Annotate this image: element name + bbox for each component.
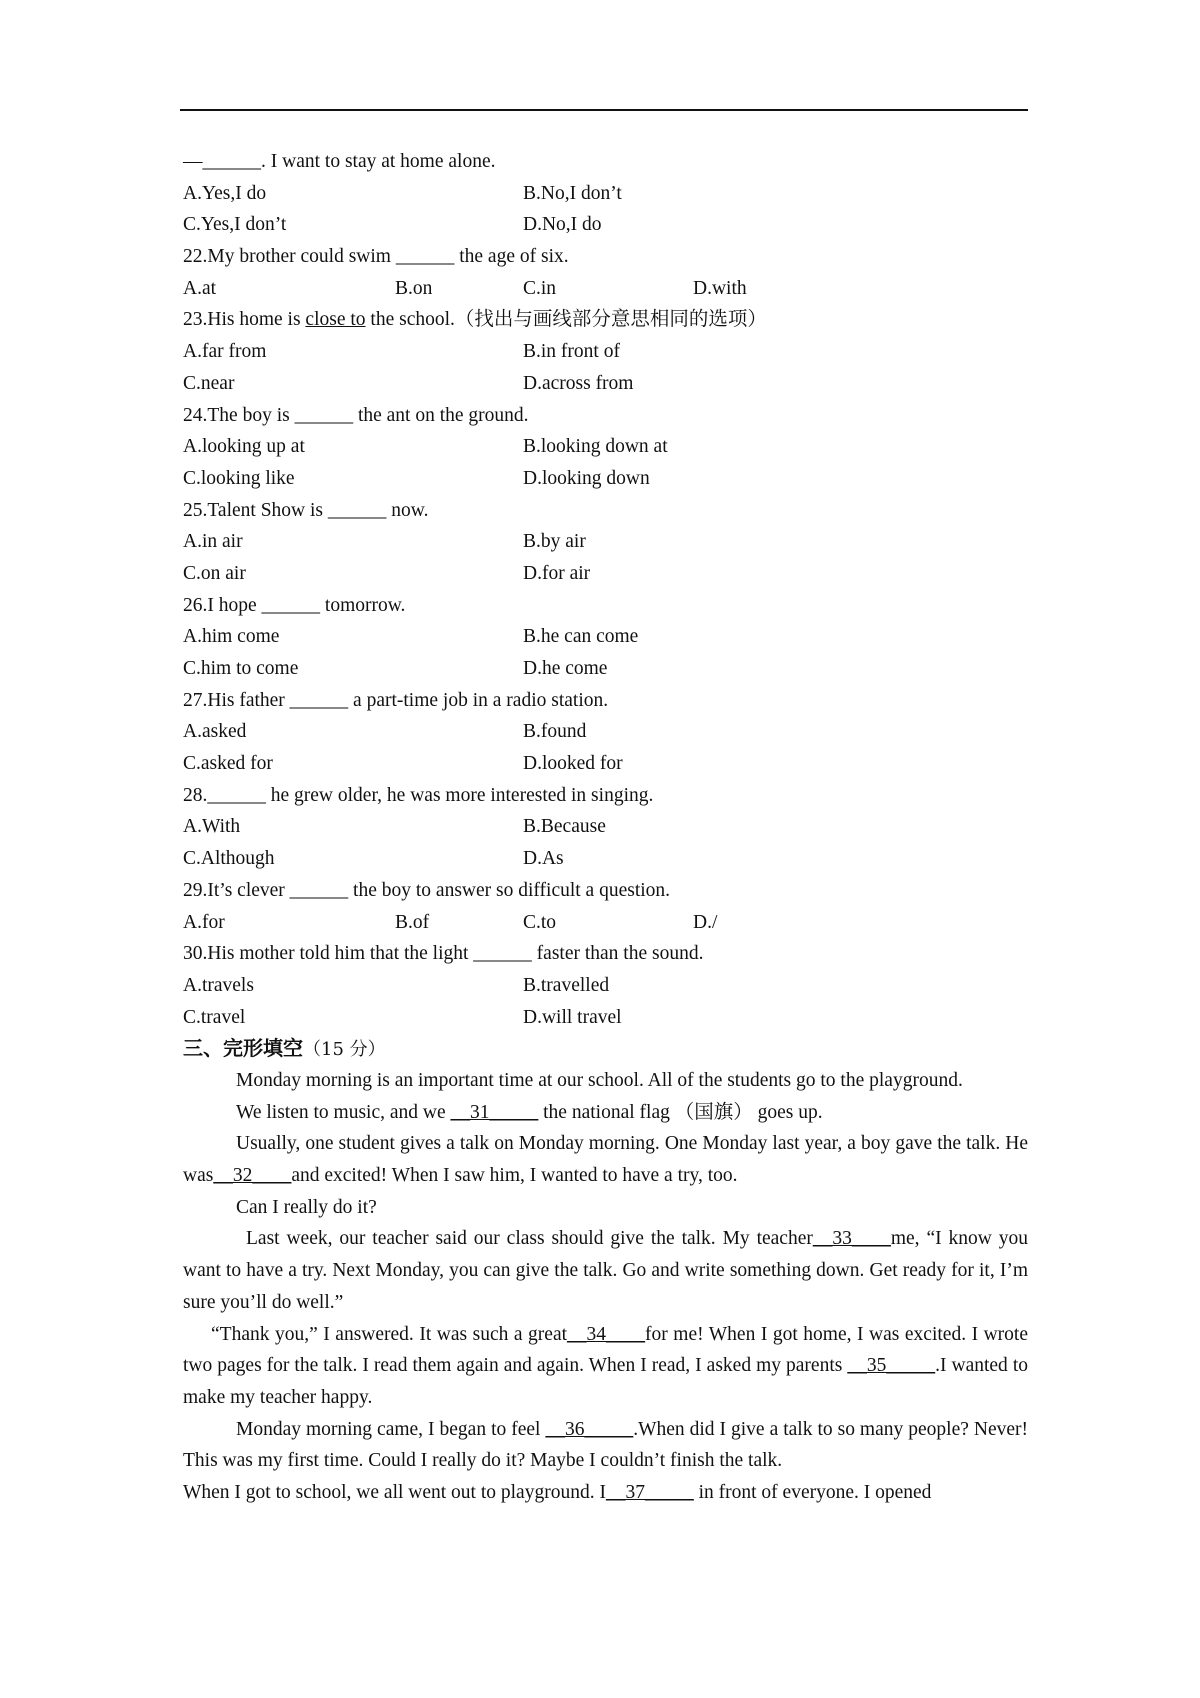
q21-stem: —______. I want to stay at home alone.	[183, 151, 496, 172]
q23-option-a: A.far from	[183, 341, 267, 363]
blank-35: __35_____	[847, 1355, 936, 1377]
cloze-p2-text-a: We listen to music, and we	[236, 1101, 451, 1123]
q26-option-b: B.he can come	[523, 626, 639, 648]
q30-stem: 30.His mother told him that the light ______ faster than the sound.	[183, 943, 704, 965]
exam-content	[183, 146, 1028, 1509]
cloze-paragraph-3	[183, 1128, 1028, 1191]
q23-option-b: B.in front of	[523, 341, 620, 363]
cloze-p6-text-c: .I wanted to make my teacher happy.	[183, 1355, 1028, 1408]
q28-option-a: A.With	[183, 816, 241, 838]
q26-option-c: C.him to come	[183, 658, 299, 679]
cloze-p6-text-b: for me! When I got home, I was excited. I wrote two pages for the talk. I read them again and again. When I read, I asked my parents	[183, 1323, 1028, 1377]
q30-options-row1	[183, 970, 1028, 1002]
q21-options-row2	[183, 209, 1028, 241]
q29-option-c: C.to	[523, 911, 557, 933]
q30-option-d: D.will travel	[523, 1006, 622, 1028]
q30-option-c: C.travel	[183, 1006, 246, 1028]
q25-option-c: C.on air	[183, 562, 246, 584]
header-rule	[180, 109, 1028, 111]
q29-option-a: A.for	[183, 911, 225, 933]
q21-option-b: B.No,I don’t	[523, 182, 622, 204]
cloze-p7-text-a: Monday morning came, I began to feel	[236, 1418, 546, 1440]
q25-stem: 25.Talent Show is ______ now.	[183, 499, 429, 521]
blank-34: __34____	[567, 1323, 646, 1345]
q22-option-a: A.at	[183, 277, 217, 299]
blank-32: __32____	[213, 1165, 292, 1187]
q23-option-d: D.across from	[523, 372, 634, 394]
q28-options-row1	[183, 811, 1028, 843]
cloze-paragraph-7	[183, 1414, 1028, 1477]
cloze-paragraph-1: Monday morning is an important time at our school. All of the students go to the playground.	[236, 1069, 963, 1091]
q30-option-a: A.travels	[183, 974, 254, 996]
cloze-paragraph-4: Can I really do it?	[236, 1196, 377, 1218]
q29-options-row	[183, 907, 1028, 939]
q25-options-row2	[183, 558, 1028, 590]
blank-33: __33____	[812, 1228, 891, 1250]
q23-stem-post: the school.（找出与画线部分意思相同的选项）	[365, 309, 767, 331]
q28-option-d: D.As	[523, 848, 564, 870]
q27-option-a: A.asked	[183, 721, 247, 743]
q23-option-c: C.near	[183, 372, 235, 394]
cloze-p8-text-a: When I got to school, we all went out to playground. I	[183, 1482, 606, 1504]
q24-option-c: C.looking like	[183, 467, 295, 489]
q28-option-b: B.Because	[523, 816, 606, 838]
q28-option-c: C.Although	[183, 848, 275, 870]
section3-heading	[183, 1033, 1028, 1065]
q30-options-row2	[183, 1002, 1028, 1034]
cloze-p3-text-a: Usually, one student gives a talk on Monday morning. One Monday last year, a boy gave the talk. He was	[183, 1133, 1028, 1187]
q25-options-row1	[183, 526, 1028, 558]
cloze-paragraph-8	[183, 1477, 1028, 1509]
q23-stem-pre: 23.His home is	[183, 309, 306, 331]
cloze-paragraph-5	[183, 1223, 1028, 1318]
q26-option-d: D.he come	[523, 658, 608, 679]
blank-36: __36_____	[545, 1418, 634, 1440]
q25-option-a: A.in air	[183, 531, 243, 553]
q26-options-row2	[183, 653, 1028, 685]
q29-option-b: B.of	[395, 911, 430, 933]
q27-option-d: D.looked for	[523, 753, 623, 775]
q21-options-row1	[183, 178, 1028, 210]
cloze-p7-text-b: .When did I give a talk to so many people? Never! This was my first time. Could I really do it? Maybe I couldn’t finish the talk.	[183, 1418, 1028, 1472]
q21-option-d: D.No,I do	[523, 214, 602, 236]
q26-option-a: A.him come	[183, 626, 280, 648]
blank-37: __37_____	[605, 1482, 694, 1504]
cloze-p5-text-b: me, “I know you want to have a try. Next Monday, you can give the talk. Go and write something down. Get ready for it, I’m sure you’ll do well.”	[183, 1228, 1028, 1313]
cloze-p2-text-b: the national flag （国旗） goes up.	[538, 1101, 823, 1123]
q22-stem: 22.My brother could swim ______ the age of six.	[183, 246, 569, 268]
q29-option-d: D./	[693, 911, 718, 933]
q24-option-a: A.looking up at	[183, 436, 305, 458]
q27-option-c: C.asked for	[183, 753, 273, 775]
section3-title: 三、完形填空	[183, 1036, 303, 1061]
q22-option-d: D.with	[693, 277, 747, 299]
q26-stem: 26.I hope ______ tomorrow.	[183, 594, 406, 616]
q22-options-row	[183, 273, 1028, 305]
cloze-p5-text-a: Last week, our teacher said our class should give the talk. My teacher	[246, 1228, 813, 1250]
q28-stem: 28.______ he grew older, he was more interested in singing.	[183, 784, 654, 806]
q24-option-b: B.looking down at	[523, 436, 668, 458]
cloze-paragraph-2	[183, 1097, 1028, 1129]
cloze-p6-text-a: “Thank you,” I answered. It was such a great	[211, 1323, 568, 1345]
q25-option-d: D.for air	[523, 562, 591, 584]
blank-31: __31_____	[450, 1101, 539, 1123]
q22-option-c: C.in	[523, 277, 557, 299]
q24-options-row1	[183, 431, 1028, 463]
cloze-paragraph-6	[183, 1319, 1028, 1414]
q26-options-row1	[183, 621, 1028, 653]
q30-option-b: B.travelled	[523, 974, 610, 996]
q29-stem: 29.It’s clever ______ the boy to answer so difficult a question.	[183, 879, 671, 901]
q23-underlined-phrase: close to	[305, 309, 366, 331]
section3-points: （15 分）	[303, 1039, 386, 1061]
q27-stem: 27.His father ______ a part-time job in a radio station.	[183, 689, 609, 711]
cloze-p3-text-b: and excited! When I saw him, I wanted to have a try, too.	[291, 1165, 738, 1187]
q27-options-row1	[183, 716, 1028, 748]
q27-option-b: B.found	[523, 721, 587, 743]
q23-options-row1	[183, 336, 1028, 368]
q23-stem	[183, 304, 1028, 336]
q24-options-row2	[183, 463, 1028, 495]
q27-options-row2	[183, 748, 1028, 780]
q23-options-row2	[183, 368, 1028, 400]
q24-option-d: D.looking down	[523, 467, 650, 489]
q25-option-b: B.by air	[523, 531, 586, 553]
q22-option-b: B.on	[395, 277, 433, 299]
q28-options-row2	[183, 843, 1028, 875]
q21-option-c: C.Yes,I don’t	[183, 214, 287, 236]
q24-stem: 24.The boy is ______ the ant on the ground.	[183, 404, 529, 426]
cloze-p8-text-b: in front of everyone. I opened	[693, 1482, 932, 1504]
q21-option-a: A.Yes,I do	[183, 182, 267, 204]
